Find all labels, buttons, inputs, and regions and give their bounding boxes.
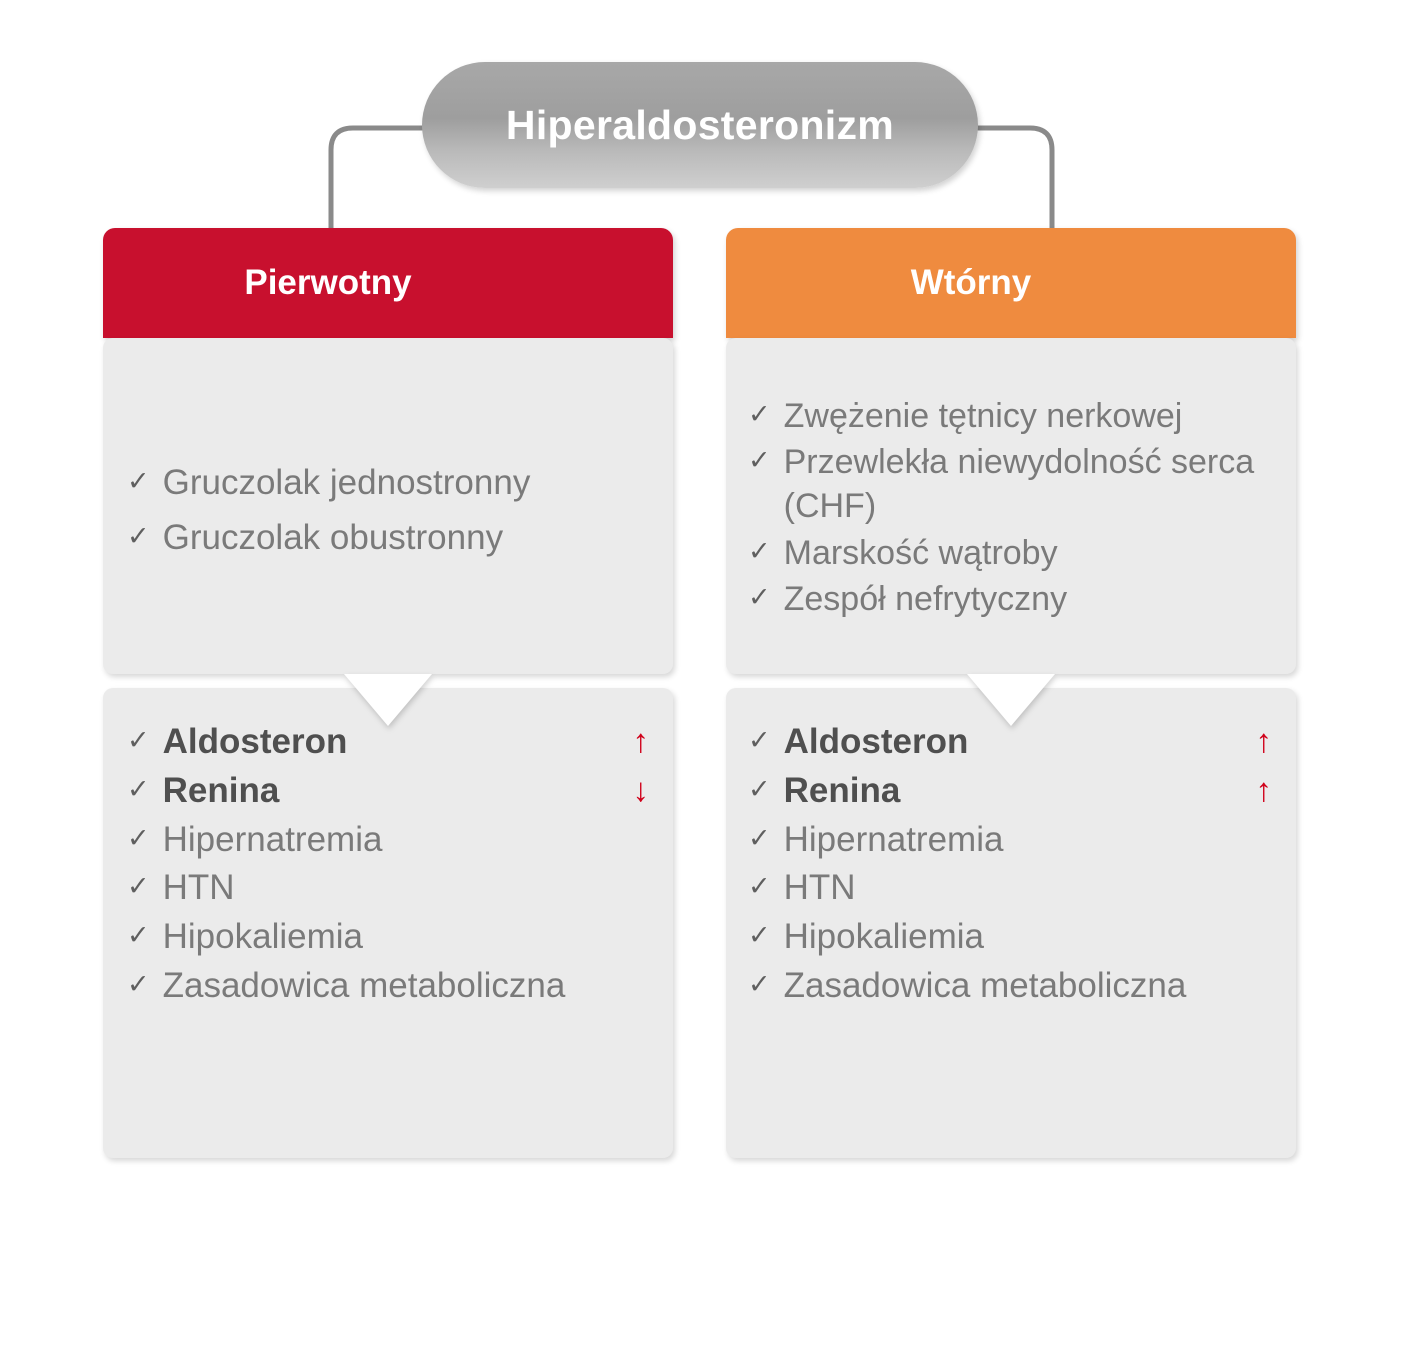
list-item	[748, 964, 1272, 1009]
check-icon: ✓	[127, 871, 150, 902]
check-icon: ✓	[127, 521, 150, 551]
check-icon: ✓	[127, 466, 150, 497]
trend-arrow-icon: ↑	[632, 722, 649, 759]
list-item-label: HTN	[783, 868, 856, 908]
list-item-label: HTN	[162, 868, 235, 908]
branch-secondary-title: Wtórny	[910, 263, 1032, 302]
branch-primary-title: Pierwotny	[244, 263, 412, 302]
check-icon: ✓	[748, 920, 771, 951]
trend-arrow-icon: ↓	[632, 770, 649, 808]
list-item-label: Renina	[783, 770, 901, 810]
list-item	[748, 720, 1272, 765]
panel-notch-icon	[967, 674, 1055, 726]
check-icon: ✓	[748, 968, 771, 999]
check-icon: ✓	[748, 725, 771, 755]
list-item	[748, 866, 1272, 911]
list-item	[127, 964, 649, 1009]
trend-arrow-icon: ↑	[1255, 722, 1272, 759]
list-item	[748, 531, 1278, 575]
list-item-label: Gruczolak obustronny	[162, 518, 504, 557]
root-node-label: Hiperaldosteronizm	[505, 101, 895, 148]
check-icon: ✓	[748, 581, 771, 612]
list-item	[748, 394, 1278, 438]
check-icon: ✓	[127, 725, 150, 755]
list-item	[127, 769, 649, 814]
list-item	[127, 866, 649, 911]
check-icon: ✓	[748, 445, 771, 476]
list-item-label: Zasadowica metaboliczna	[162, 965, 566, 1005]
diagram-root-node	[422, 62, 978, 188]
check-icon: ✓	[127, 968, 150, 999]
list-item-label: Hipernatremia	[162, 819, 383, 859]
list-item	[748, 769, 1272, 814]
list-item	[748, 577, 1278, 621]
branch-primary	[103, 228, 673, 1158]
list-item-label: Zwężenie tętnicy nerkowej	[783, 397, 1183, 435]
trend-arrow-icon: ↑	[1255, 770, 1272, 808]
list-item	[748, 915, 1272, 960]
check-icon: ✓	[127, 773, 150, 804]
check-icon: ✓	[748, 773, 771, 804]
list-item-label: Hipernatremia	[783, 819, 1004, 859]
list-item-label: Aldosteron	[783, 722, 969, 761]
list-item-label: Renina	[162, 770, 280, 810]
branch-primary-causes-list	[127, 461, 649, 571]
branch-secondary	[726, 228, 1296, 1158]
list-item	[748, 440, 1278, 528]
check-icon: ✓	[748, 399, 771, 429]
list-item-label: Przewlekła niewydolność serca (CHF)	[783, 443, 1255, 526]
check-icon: ✓	[127, 920, 150, 951]
list-item	[748, 818, 1272, 863]
list-item-label: Hipokaliemia	[162, 917, 363, 957]
check-icon: ✓	[127, 822, 150, 853]
list-item	[127, 915, 649, 960]
branch-primary-header	[103, 228, 673, 338]
list-item-label: Aldosteron	[162, 722, 348, 761]
list-item-label: Marskość wątroby	[783, 533, 1058, 572]
branch-primary-causes-panel	[103, 338, 673, 674]
check-icon: ✓	[748, 871, 771, 902]
list-item	[127, 516, 649, 561]
list-item-label: Gruczolak jednostronny	[162, 463, 531, 503]
list-item	[127, 461, 649, 506]
list-item	[127, 818, 649, 863]
branch-secondary-labs-panel	[726, 688, 1296, 1158]
branch-secondary-causes-panel	[726, 338, 1296, 674]
list-item-label: Zasadowica metaboliczna	[783, 965, 1187, 1005]
branch-secondary-causes-list	[748, 394, 1278, 621]
branch-primary-labs-list	[127, 720, 649, 1009]
branch-secondary-header	[726, 228, 1296, 338]
check-icon: ✓	[748, 822, 771, 853]
branch-secondary-labs-list	[748, 720, 1272, 1009]
list-item-label: Hipokaliemia	[783, 917, 984, 957]
panel-notch-icon	[344, 674, 432, 726]
list-item-label: Zespół nefrytyczny	[783, 579, 1068, 618]
list-item	[127, 720, 649, 765]
check-icon: ✓	[748, 535, 771, 566]
branch-primary-labs-panel	[103, 688, 673, 1158]
